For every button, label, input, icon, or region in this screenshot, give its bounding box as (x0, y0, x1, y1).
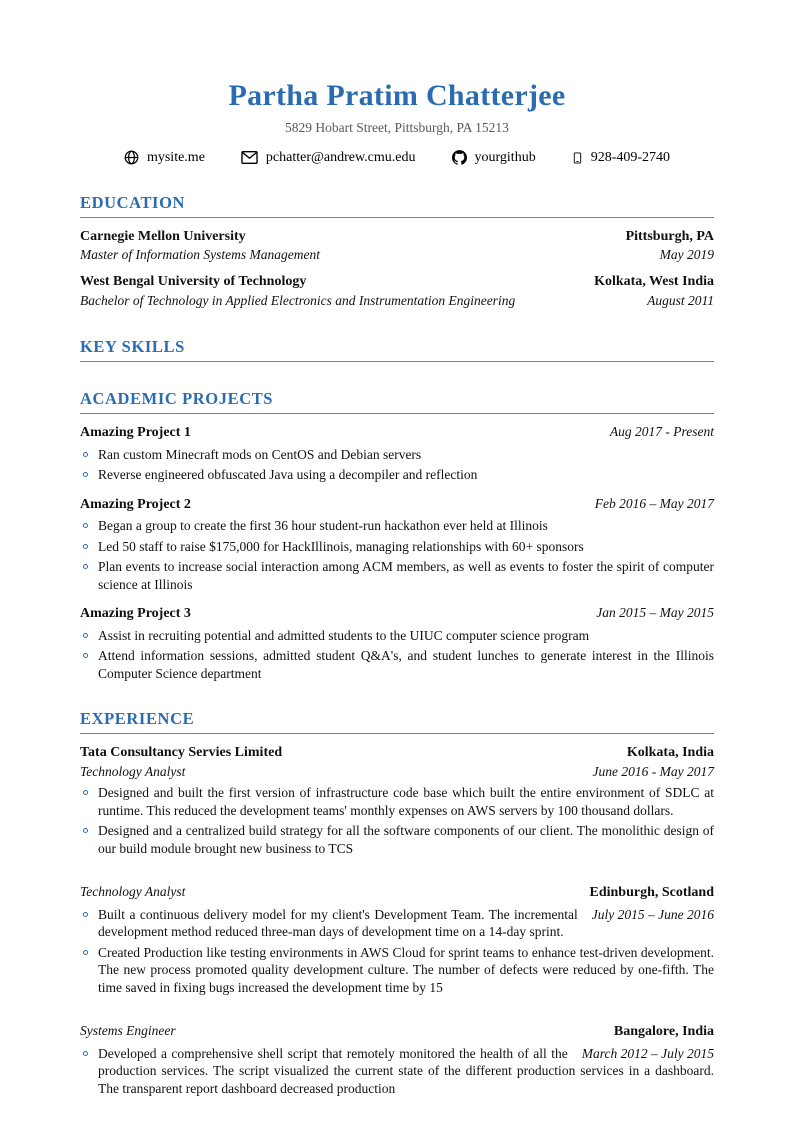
contact-row (80, 150, 714, 166)
bullet-item (80, 822, 714, 857)
education-entry (80, 227, 714, 265)
bullet-text: Plan events to increase social interaction among ACM members, as well as events to foster the spirit of computer science at Illinois (98, 559, 714, 592)
resume-header (80, 80, 714, 166)
bullet-item (80, 906, 714, 941)
education-entry (80, 272, 714, 310)
project-header (80, 604, 714, 623)
bullet-icon (83, 523, 88, 528)
bullet-icon (83, 544, 88, 549)
github-icon (452, 150, 467, 165)
experience-role (80, 1022, 714, 1097)
bullet-item (80, 627, 714, 645)
section-education (80, 193, 714, 311)
bullet-icon (83, 950, 88, 955)
education-entry-subheader (80, 246, 714, 265)
bullet-text: Began a group to create the first 36 hour student-run hackathon ever held at Illinois (98, 518, 548, 534)
bullet-icon (83, 472, 88, 477)
school-name: Carnegie Mellon University (80, 228, 246, 244)
company-header (80, 743, 714, 762)
education-entry-subheader (80, 292, 714, 311)
bullet-item (80, 446, 714, 464)
role-bullets (80, 784, 714, 857)
project-entry (80, 423, 714, 483)
bullet-text: Assist in recruiting potential and admitted students to the UIUC computer science program (98, 627, 590, 643)
address-line: 5829 Hobart Street, Pittsburgh, PA 15213 (285, 119, 509, 135)
email-label: pchatter@andrew.cmu.edu (265, 149, 416, 165)
project-entry (80, 604, 714, 682)
bullet-text: Designed and built the first version of infrastructure code base which built the entire environment of SDLC at runtime. This reduced the development teams' monthly expenses on AWS servers by 100 thousand dollars. (98, 785, 714, 818)
academic-projects-title: ACADEMIC PROJECTS (80, 389, 714, 414)
key-skills-title: KEY SKILLS (80, 337, 714, 362)
role-bullets (80, 906, 714, 997)
project-header (80, 495, 714, 514)
bullet-text: Attend information sessions, admitted student Q&A's, and student lunches to generate interest in the Illinois Computer Science department (98, 648, 714, 681)
project-date: Feb 2016 – May 2017 (594, 495, 714, 511)
experience-title: EXPERIENCE (80, 709, 714, 734)
project-entry (80, 495, 714, 594)
education-title: EDUCATION (80, 193, 714, 218)
envelope-icon (241, 151, 258, 164)
graduation-date: August 2011 (647, 292, 714, 308)
bullet-text: Developed a comprehensive shell script that remotely monitored the health of all the production services. The script visualized the current state of the different production services in a dashboard. The transparent report dashboard decreased production (98, 1045, 714, 1096)
role-location: Edinburgh, Scotland (589, 885, 714, 901)
bullet-icon (83, 912, 88, 917)
degree-name: Master of Information Systems Management (80, 246, 320, 262)
bullet-text: Designed and a centralized build strategy for all the software components of our client. The monolithic design of our build module brought new business to TCS (98, 823, 714, 856)
bullet-icon (83, 1051, 88, 1056)
phone-label: 928-409-2740 (590, 149, 671, 165)
project-name: Amazing Project 1 (80, 425, 191, 441)
bullet-item (80, 538, 714, 556)
role-location: Bangalore, India (613, 1024, 714, 1040)
project-bullets (80, 446, 714, 484)
role-title: Systems Engineer (80, 1023, 176, 1039)
bullet-text: Ran custom Minecraft mods on CentOS and Debian servers (98, 446, 422, 462)
bullet-item (80, 1045, 714, 1098)
project-name: Amazing Project 3 (80, 606, 191, 622)
degree-name: Bachelor of Technology in Applied Electronics and Instrumentation Engineering (80, 292, 516, 308)
github-link[interactable] (452, 150, 536, 166)
role-date: June 2016 - May 2017 (592, 763, 714, 779)
role-header (80, 763, 714, 782)
experience-role (80, 743, 714, 857)
graduation-date: May 2019 (659, 246, 714, 262)
company-name: Tata Consultancy Servies Limited (80, 745, 283, 761)
bullet-item (80, 784, 714, 819)
company-location: Kolkata, India (626, 745, 714, 761)
bullet-text: Created Production like testing environments in AWS Cloud for sprint teams to enhance test-driven development. The new process promoted quality development culture. The number of defects were reduced by one-fifth. The time saved in fixing bugs increased the development time by 15 (98, 944, 714, 995)
bullet-text: Built a continuous delivery model for my client's Development Team. The incremental development method reduced three-man days of development time on a 14-day sprint. (98, 906, 578, 940)
role-date: July 2015 – June 2016 (591, 906, 714, 922)
project-header (80, 423, 714, 442)
bullet-text: Led 50 staff to raise $175,000 for HackIllinois, managing relationships with 60+ sponsors (98, 538, 584, 554)
bullet-icon (83, 633, 88, 638)
bullet-item (80, 517, 714, 535)
section-key-skills (80, 337, 714, 362)
bullet-icon (83, 790, 88, 795)
education-entry-header (80, 272, 714, 291)
section-experience (80, 709, 714, 1097)
bullet-icon (83, 452, 88, 457)
experience-role (80, 883, 714, 996)
project-bullets (80, 627, 714, 683)
project-date: Jan 2015 – May 2015 (596, 605, 714, 621)
website-link[interactable] (124, 150, 205, 166)
role-bullets (80, 1045, 714, 1098)
phone-link[interactable] (572, 150, 670, 166)
person-name: Partha Pratim Chatterjee (228, 79, 566, 112)
github-label: yourgithub (474, 149, 536, 165)
bullet-text: Reverse engineered obfuscated Java using a decompiler and reflection (98, 467, 478, 483)
bullet-item (80, 558, 714, 593)
bullet-icon (83, 653, 88, 658)
education-entry-header (80, 227, 714, 246)
bullet-icon (83, 564, 88, 569)
role-date: March 2012 – July 2015 (581, 1045, 714, 1061)
role-header (80, 1022, 714, 1041)
bullet-icon (83, 828, 88, 833)
school-location: Kolkata, West India (594, 274, 714, 290)
phone-icon (572, 150, 583, 166)
bullet-item (80, 944, 714, 997)
email-link[interactable] (241, 150, 416, 166)
bullet-item (80, 647, 714, 682)
role-title: Technology Analyst (80, 884, 186, 900)
role-header (80, 883, 714, 902)
role-title: Technology Analyst (80, 763, 186, 779)
school-name: West Bengal University of Technology (80, 274, 307, 290)
school-location: Pittsburgh, PA (625, 228, 714, 244)
section-academic-projects (80, 389, 714, 682)
bullet-item (80, 466, 714, 484)
project-bullets (80, 517, 714, 593)
project-name: Amazing Project 2 (80, 496, 191, 512)
globe-icon (124, 150, 139, 165)
website-label: mysite.me (146, 149, 205, 165)
project-date: Aug 2017 - Present (609, 424, 714, 440)
